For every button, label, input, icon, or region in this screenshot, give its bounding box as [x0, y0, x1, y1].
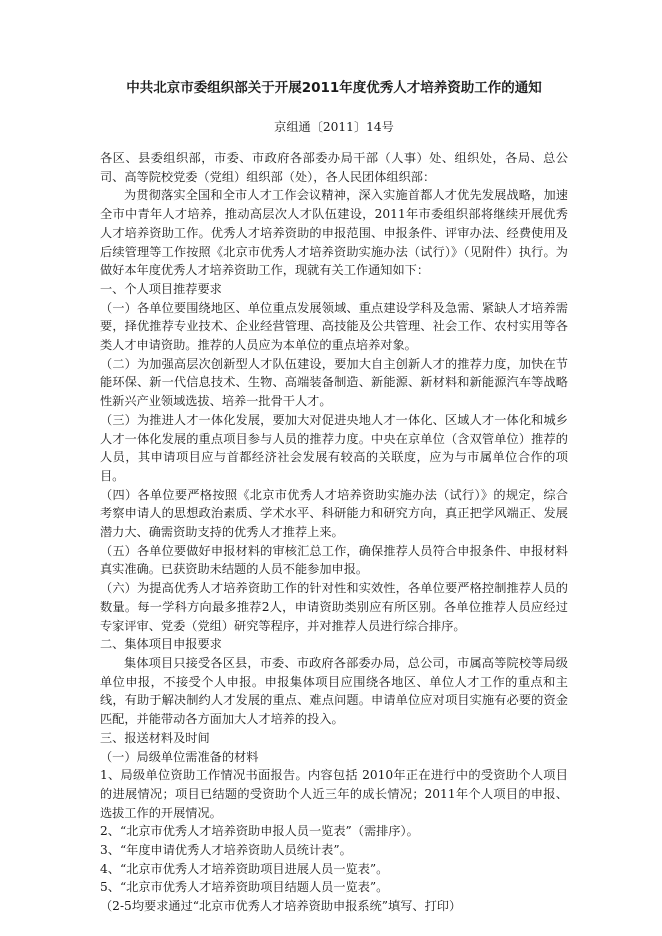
paragraph: 集体项目只接受各区县，市委、市政府各部委办局，总公司，市属高等院校等局级单位申报，不接受个人申报。申报集体项目应围绕各地区、单位人才工作的重点和主线，有助于解决制约人才发展的重点、难点问题。申请单位应对项目实施有必要的资金匹配，并能带动各方面加大人才培养的投入。	[100, 655, 568, 727]
paragraph: 4、“北京市优秀人才培养资助项目进展人员一览表”。	[100, 861, 389, 876]
paragraph: （一）局级单位需准备的材料	[100, 749, 259, 764]
paragraph: 3、“年度申请优秀人才培养资助人员统计表”。	[100, 843, 352, 858]
paragraph: （四）各单位要严格按照《北京市优秀人才培养资助实施办法（试行）》的规定，综合考察申请人的思想政治素质、学术水平、科研能力和研究方向，真正把学风端正、发展潜力大、确需资助支持的优秀人才推荐上来。	[100, 487, 568, 540]
paragraph: （三）为推进人才一体化发展，要加大对促进央地人才一体化、区域人才一体化和城乡人才一体化发展的重点项目参与人员的推荐力度。中央在京单位（含双管单位）推荐的人员，其申请项目应与首都经济社会发展有较高的关联度，应为与市属单位合作的项目。	[100, 412, 568, 483]
paragraph: （2-5均要求通过“北京市优秀人才培养资助申报系统”填写、打印）	[100, 899, 462, 914]
paragraph: 二、集体项目申报要求	[100, 637, 222, 652]
document-body	[100, 149, 568, 916]
paragraph: 一、个人项目推荐要求	[100, 281, 222, 296]
paragraph: 各区、县委组织部，市委、市政府各部委办局干部（人事）处、组织处，各局、总公司、高等院校党委（党组）组织部（处），各人民团体组织部：	[100, 151, 568, 184]
paragraph: 5、“北京市优秀人才培养资助项目结题人员一览表”。	[100, 880, 389, 895]
paragraph: 三、报送材料及时间	[100, 730, 210, 745]
paragraph: 2、“北京市优秀人才培养资助申报人员一览表”（需排序）。	[100, 824, 419, 839]
document-title: 中共北京市委组织部关于开展2011年度优秀人才培养资助工作的通知	[126, 80, 542, 96]
paragraph: 1、局级单位资助工作情况书面报告。内容包括 2010年正在进行中的受资助个人项目的进展情况；项目已结题的受资助个人近三年的成长情况；2011年个人项目的申报、选拔工作的开展情况。	[100, 768, 568, 820]
paragraph: （二）为加强高层次创新型人才队伍建设，要加大自主创新人才的推荐力度，加快在节能环保、新一代信息技术、生物、高端装备制造、新能源、新材料和新能源汽车等战略性新兴产业领域选拔、培养一批骨干人才。	[100, 356, 568, 409]
paragraph: （一）各单位要围绕地区、单位重点发展领域、重点建设学科及急需、紧缺人才培养需要，择优推荐专业技术、企业经营管理、高技能及公共管理、社会工作、农村实用等各类人才申请资助。推荐的人员应为本单位的重点培养对象。	[100, 300, 568, 353]
paragraph: 为贯彻落实全国和全市人才工作会议精神，深入实施首都人才优先发展战略，加速全市中青年人才培养，推动高层次人才队伍建设，2011年市委组织部将继续开展优秀人才培养资助工作。优秀人才培养资助的申报范围、申报条件、评审办法、经费使用及后续管理等工作按照《北京市优秀人才培养资助实施办法（试行）》（见附件）执行。为做好本年度优秀人才培养资助工作，现就有关工作通知如下：	[100, 188, 568, 278]
paragraph: （六）为提高优秀人才培养资助工作的针对性和实效性，各单位要严格控制推荐人员的数量。每一学科方向最多推荐2人，申请资助类别应有所区别。各单位推荐人员应经过专家评审、党委（党组）研究等程序，并对推荐人员进行综合排序。	[100, 581, 568, 633]
paragraph: （五）各单位要做好申报材料的审核汇总工作，确保推荐人员符合申报条件、申报材料真实准确。已获资助未结题的人员不能参加申报。	[100, 543, 568, 577]
document-number: 京组通〔2011〕14号	[274, 120, 394, 134]
